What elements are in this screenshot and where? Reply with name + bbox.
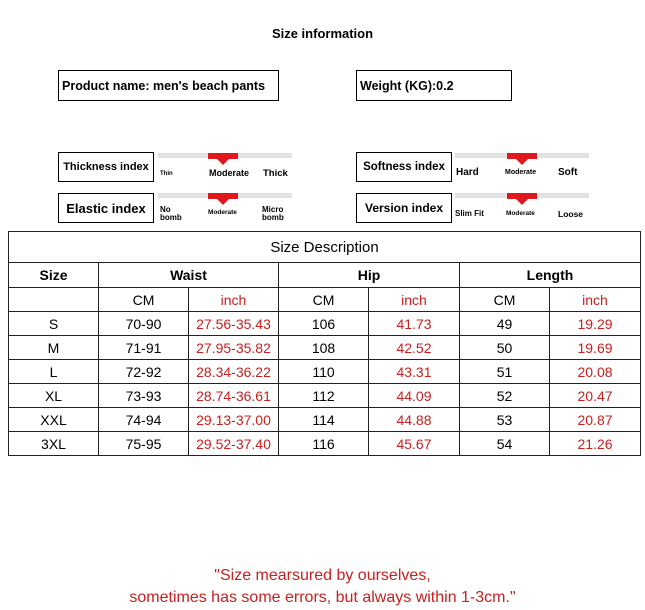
table-cell: 45.67 (369, 432, 460, 456)
table-row (9, 432, 641, 456)
softness-scale (455, 153, 589, 183)
table-cell: 114 (279, 408, 369, 432)
table-cell: 116 (279, 432, 369, 456)
table-row (9, 384, 641, 408)
table-cell: 72-92 (99, 360, 189, 384)
table-cell: 29.52-37.40 (189, 432, 279, 456)
table-cell: 71-91 (99, 336, 189, 360)
table-cell: 20.08 (550, 360, 641, 384)
thickness-marker (208, 153, 238, 159)
weight-box (356, 70, 512, 101)
unit-inch: inch (550, 288, 641, 312)
table-cell: 27.56-35.43 (189, 312, 279, 336)
table-cell: 108 (279, 336, 369, 360)
thickness-tick-low: Thin (160, 171, 173, 177)
version-marker (507, 193, 537, 199)
elastic-marker (208, 193, 238, 199)
table-cell: 70-90 (99, 312, 189, 336)
table-cell: 28.74-36.61 (189, 384, 279, 408)
table-cell: 53 (460, 408, 550, 432)
header-waist: Waist (99, 263, 279, 288)
table-cell: 20.47 (550, 384, 641, 408)
table-cell: 52 (460, 384, 550, 408)
unit-inch: inch (189, 288, 279, 312)
thickness-scale (158, 153, 292, 183)
elastic-scale (158, 193, 292, 225)
softness-tick-high: Soft (558, 167, 578, 178)
table-cell: 21.26 (550, 432, 641, 456)
table-cell: 54 (460, 432, 550, 456)
table-cell: 3XL (9, 432, 99, 456)
thickness-index-text: Thickness index (63, 161, 149, 173)
table-cell: 19.69 (550, 336, 641, 360)
unit-cm: CM (460, 288, 550, 312)
table-cell: 44.09 (369, 384, 460, 408)
softness-tick-low: Hard (456, 167, 479, 178)
table-cell: 74-94 (99, 408, 189, 432)
unit-cm: CM (279, 288, 369, 312)
elastic-tick-low: No bomb (160, 205, 182, 223)
table-cell: 27.95-35.82 (189, 336, 279, 360)
table-cell: 49 (460, 312, 550, 336)
thickness-tick-high: Thick (263, 168, 288, 179)
size-table-header-row (9, 263, 641, 288)
version-index-label (356, 193, 452, 223)
version-tick-low: Slim Fit (455, 209, 484, 218)
table-cell: 73-93 (99, 384, 189, 408)
table-row (9, 408, 641, 432)
softness-index-label (356, 152, 452, 182)
elastic-tick-mid: Moderate (208, 209, 237, 216)
size-table-unit-row (9, 288, 641, 312)
thickness-index-label (58, 152, 154, 182)
unit-blank (9, 288, 99, 312)
table-cell: M (9, 336, 99, 360)
measurement-note-line2: sometimes has some errors, but always within 1-3cm." (129, 589, 516, 606)
table-cell: S (9, 312, 99, 336)
softness-index-text: Softness index (363, 161, 445, 173)
version-tick-high: Loose (558, 209, 584, 219)
size-table-caption-row (9, 232, 641, 263)
table-cell: XL (9, 384, 99, 408)
version-index-text: Version index (364, 201, 444, 215)
table-cell: 110 (279, 360, 369, 384)
thickness-tick-mid: Moderate (209, 168, 250, 178)
unit-inch: inch (369, 288, 460, 312)
table-row (9, 336, 641, 360)
header-hip: Hip (279, 263, 460, 288)
table-cell: 43.31 (369, 360, 460, 384)
elastic-tick-high: Micro bomb (262, 205, 284, 223)
elastic-index-text: Elastic index (66, 200, 146, 216)
size-table (8, 231, 641, 456)
version-scale (455, 193, 589, 225)
table-cell: 28.34-36.22 (189, 360, 279, 384)
table-cell: L (9, 360, 99, 384)
softness-tick-mid: Moderate (505, 169, 537, 176)
table-cell: 41.73 (369, 312, 460, 336)
table-cell: XXL (9, 408, 99, 432)
table-cell: 44.88 (369, 408, 460, 432)
table-cell: 51 (460, 360, 550, 384)
weight: Weight (KG):0.2 (360, 78, 454, 93)
table-cell: 20.87 (550, 408, 641, 432)
version-tick-mid: Moderate (506, 210, 535, 217)
softness-marker (507, 153, 537, 159)
table-cell: 42.52 (369, 336, 460, 360)
product-name-box (58, 70, 279, 101)
measurement-note-line1: "Size mearsured by ourselves, (214, 567, 431, 584)
table-cell: 75-95 (99, 432, 189, 456)
table-row (9, 312, 641, 336)
table-cell: 50 (460, 336, 550, 360)
elastic-index-label (58, 193, 154, 223)
header-size: Size (9, 263, 99, 288)
size-table-body (9, 312, 641, 456)
table-row (9, 360, 641, 384)
page-title: Size information (271, 26, 374, 41)
unit-cm: CM (99, 288, 189, 312)
header-length: Length (460, 263, 641, 288)
table-cell: 29.13-37.00 (189, 408, 279, 432)
table-cell: 106 (279, 312, 369, 336)
product-name: Product name: men's beach pants (62, 78, 266, 93)
table-cell: 19.29 (550, 312, 641, 336)
size-table-caption: Size Description (9, 232, 641, 263)
table-cell: 112 (279, 384, 369, 408)
